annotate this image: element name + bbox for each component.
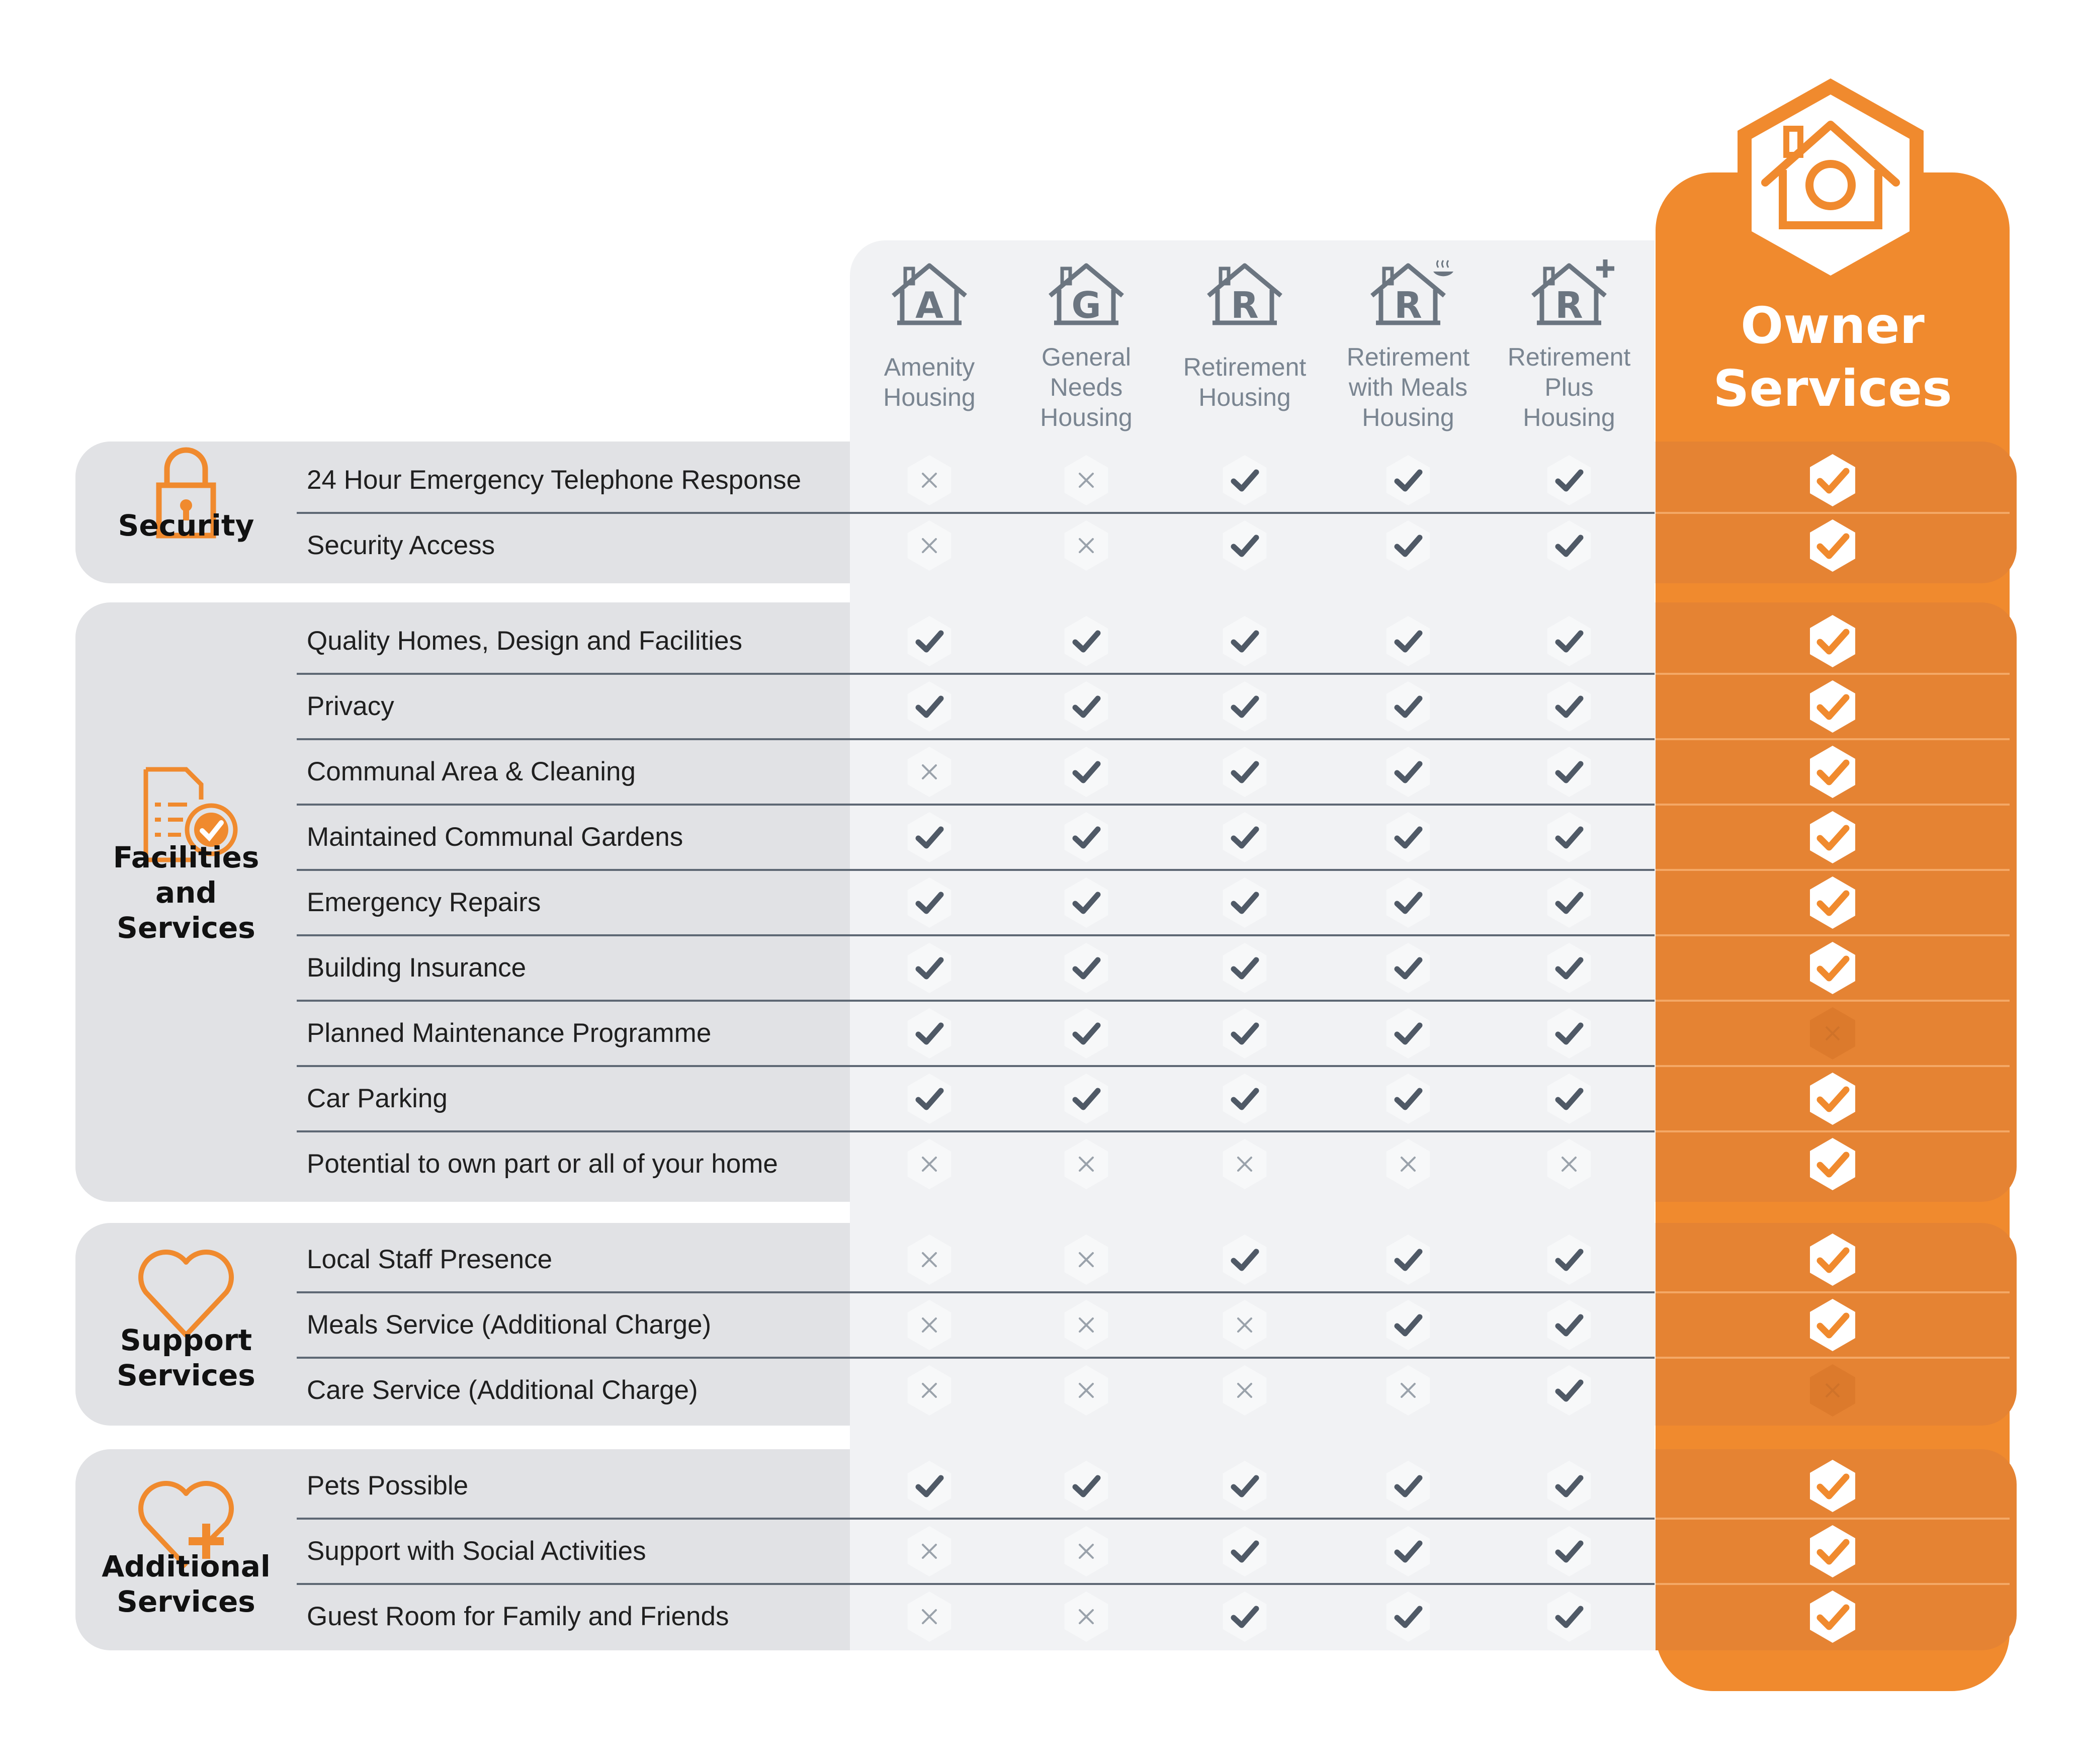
row-label: Emergency Repairs bbox=[307, 888, 541, 917]
check-icon bbox=[902, 1456, 957, 1516]
check-icon bbox=[1217, 1456, 1272, 1516]
check-icon bbox=[1380, 450, 1436, 510]
check-icon bbox=[1380, 1295, 1436, 1355]
check-icon bbox=[1541, 1360, 1597, 1421]
row-label: Meals Service (Additional Charge) bbox=[307, 1310, 712, 1340]
owner-title-line: Owner bbox=[1741, 296, 1925, 355]
cross-icon bbox=[1059, 515, 1114, 576]
owner-check-icon bbox=[1805, 1069, 1860, 1129]
owner-row-divider bbox=[1656, 738, 2010, 740]
check-icon bbox=[1217, 450, 1272, 510]
check-icon bbox=[902, 676, 957, 737]
owner-row-divider bbox=[1656, 1130, 2010, 1132]
cross-icon bbox=[902, 1229, 957, 1290]
check-icon bbox=[1380, 1229, 1436, 1290]
cross-icon bbox=[1217, 1134, 1272, 1194]
check-icon bbox=[1541, 1295, 1597, 1355]
check-icon bbox=[1059, 611, 1114, 671]
cross-icon bbox=[1217, 1295, 1272, 1355]
row-label: Pets Possible bbox=[307, 1471, 469, 1501]
check-icon bbox=[1380, 938, 1436, 998]
owner-check-icon bbox=[1805, 1134, 1860, 1194]
check-icon bbox=[1217, 872, 1272, 933]
row-label: Communal Area & Cleaning bbox=[307, 757, 636, 786]
cross-icon bbox=[902, 515, 957, 576]
owner-check-icon bbox=[1805, 515, 1860, 576]
row-label: Quality Homes, Design and Facilities bbox=[307, 626, 743, 656]
check-icon bbox=[1541, 1586, 1597, 1647]
check-icon bbox=[1217, 742, 1272, 802]
column-header-line: Retirement bbox=[1507, 343, 1631, 371]
check-icon bbox=[902, 1069, 957, 1129]
check-icon bbox=[1217, 1586, 1272, 1647]
owner-row-divider bbox=[1656, 673, 2010, 675]
svg-text:R: R bbox=[1555, 284, 1583, 326]
check-icon bbox=[1380, 676, 1436, 737]
column-header-line: Retirement bbox=[1346, 343, 1470, 371]
owner-row-divider bbox=[1656, 1000, 2010, 1002]
house-a-icon bbox=[884, 256, 975, 332]
owner-check-icon bbox=[1805, 1229, 1860, 1290]
check-icon bbox=[1059, 1069, 1114, 1129]
group-title: Services bbox=[117, 1358, 255, 1392]
owner-row-divider bbox=[1656, 1065, 2010, 1067]
owner-check-icon bbox=[1805, 807, 1860, 867]
svg-text:R: R bbox=[1394, 284, 1422, 326]
check-icon bbox=[1541, 676, 1597, 737]
owner-check-icon bbox=[1805, 938, 1860, 998]
check-icon bbox=[1541, 1069, 1597, 1129]
owner-check-icon bbox=[1805, 742, 1860, 802]
check-icon bbox=[1380, 1586, 1436, 1647]
check-icon bbox=[1217, 676, 1272, 737]
check-icon bbox=[1059, 938, 1114, 998]
owner-row-divider bbox=[1656, 1583, 2010, 1585]
owner-check-icon bbox=[1805, 1295, 1860, 1355]
cross-icon bbox=[1059, 1521, 1114, 1581]
check-icon bbox=[1217, 1229, 1272, 1290]
cross-icon bbox=[1059, 1295, 1114, 1355]
row-label: Local Staff Presence bbox=[307, 1245, 553, 1274]
check-icon bbox=[1217, 611, 1272, 671]
svg-text:R: R bbox=[1231, 284, 1259, 326]
cross-icon bbox=[902, 1360, 957, 1421]
group-title: Facilities bbox=[113, 840, 259, 874]
row-label: Support with Social Activities bbox=[307, 1536, 646, 1566]
svg-text:G: G bbox=[1071, 284, 1101, 326]
cross-icon bbox=[1059, 1229, 1114, 1290]
check-icon bbox=[1541, 450, 1597, 510]
row-label: Car Parking bbox=[307, 1084, 448, 1113]
house-g-icon bbox=[1041, 256, 1132, 332]
owner-check-icon bbox=[1805, 872, 1860, 933]
check-icon bbox=[1541, 515, 1597, 576]
check-icon bbox=[1380, 1069, 1436, 1129]
check-icon bbox=[1217, 1069, 1272, 1129]
row-divider bbox=[297, 1065, 1655, 1067]
check-icon bbox=[1380, 1521, 1436, 1581]
row-label: Maintained Communal Gardens bbox=[307, 822, 683, 852]
column-header-line: with Meals bbox=[1348, 373, 1468, 401]
column-header-line: Retirement bbox=[1183, 353, 1307, 381]
owner-row-divider bbox=[1656, 804, 2010, 806]
column-header-amenity bbox=[854, 352, 1005, 412]
cross-icon bbox=[902, 1521, 957, 1581]
owner-row-divider bbox=[1656, 512, 2010, 514]
check-icon bbox=[1380, 1456, 1436, 1516]
row-label: Planned Maintenance Programme bbox=[307, 1018, 712, 1048]
check-icon bbox=[1059, 676, 1114, 737]
check-icon bbox=[1217, 807, 1272, 867]
check-icon bbox=[1217, 515, 1272, 576]
check-icon bbox=[1541, 1003, 1597, 1064]
check-icon bbox=[1380, 515, 1436, 576]
check-icon bbox=[902, 611, 957, 671]
check-icon bbox=[1217, 938, 1272, 998]
cross-icon bbox=[902, 1295, 957, 1355]
column-header-line: Housing bbox=[1040, 403, 1133, 431]
cross-icon bbox=[902, 450, 957, 510]
row-label: 24 Hour Emergency Telephone Response bbox=[307, 465, 802, 495]
column-header-line: General bbox=[1042, 343, 1131, 371]
owner-check-icon bbox=[1805, 1521, 1860, 1581]
group-title: Security bbox=[118, 508, 254, 543]
check-icon bbox=[1059, 742, 1114, 802]
column-header-line: Housing bbox=[883, 383, 976, 411]
row-divider bbox=[297, 512, 1655, 514]
column-header-line: Housing bbox=[1362, 403, 1454, 431]
column-header-plus bbox=[1494, 342, 1644, 432]
column-header-general bbox=[1011, 342, 1162, 432]
check-icon bbox=[1059, 872, 1114, 933]
check-icon bbox=[1059, 1003, 1114, 1064]
owner-check-icon bbox=[1805, 450, 1860, 510]
cross-icon bbox=[1217, 1360, 1272, 1421]
group-title: Services bbox=[117, 911, 255, 945]
owner-title bbox=[1656, 294, 2010, 420]
owner-row-divider bbox=[1656, 934, 2010, 936]
row-divider bbox=[297, 673, 1655, 675]
owner-house-hexagon-icon bbox=[1730, 74, 1931, 296]
row-label: Building Insurance bbox=[307, 953, 527, 983]
house-r-meals-icon bbox=[1363, 256, 1453, 332]
owner-check-icon bbox=[1805, 1456, 1860, 1516]
owner-check-icon bbox=[1805, 1586, 1860, 1647]
owner-check-icon bbox=[1805, 611, 1860, 671]
owner-cross-icon bbox=[1805, 1003, 1860, 1064]
check-icon bbox=[1380, 742, 1436, 802]
check-icon bbox=[1541, 807, 1597, 867]
cross-icon bbox=[1380, 1134, 1436, 1194]
owner-cross-icon bbox=[1805, 1360, 1860, 1421]
column-header-line: Needs bbox=[1050, 373, 1123, 401]
check-icon bbox=[1059, 807, 1114, 867]
row-label: Privacy bbox=[307, 691, 394, 721]
cross-icon bbox=[1541, 1134, 1597, 1194]
column-header-line: Housing bbox=[1523, 403, 1615, 431]
row-label: Security Access bbox=[307, 531, 495, 560]
cross-icon bbox=[1059, 1586, 1114, 1647]
column-header-line: Housing bbox=[1198, 383, 1291, 411]
owner-row-divider bbox=[1656, 1518, 2010, 1520]
check-icon bbox=[1541, 872, 1597, 933]
owner-row-divider bbox=[1656, 869, 2010, 871]
owner-check-icon bbox=[1805, 676, 1860, 737]
row-label: Potential to own part or all of your home bbox=[307, 1149, 778, 1179]
check-icon bbox=[1217, 1521, 1272, 1581]
check-icon bbox=[902, 1003, 957, 1064]
check-icon bbox=[1541, 1521, 1597, 1581]
column-header-meals bbox=[1333, 342, 1484, 432]
check-icon bbox=[1541, 938, 1597, 998]
check-icon bbox=[1059, 1456, 1114, 1516]
cross-icon bbox=[902, 1134, 957, 1194]
check-icon bbox=[902, 938, 957, 998]
check-icon bbox=[1541, 611, 1597, 671]
cross-icon bbox=[902, 742, 957, 802]
check-icon bbox=[1541, 1229, 1597, 1290]
owner-row-divider bbox=[1656, 1291, 2010, 1293]
column-header-line: Amenity bbox=[884, 353, 975, 381]
row-label: Guest Room for Family and Friends bbox=[307, 1602, 729, 1631]
column-header-retirement bbox=[1169, 352, 1320, 412]
cross-icon bbox=[1380, 1360, 1436, 1421]
row-label: Care Service (Additional Charge) bbox=[307, 1375, 698, 1405]
group-title: Services bbox=[117, 1584, 255, 1619]
check-icon bbox=[902, 807, 957, 867]
cross-icon bbox=[1059, 1360, 1114, 1421]
check-icon bbox=[1217, 1003, 1272, 1064]
cross-icon bbox=[1059, 1134, 1114, 1194]
check-icon bbox=[1380, 1003, 1436, 1064]
check-icon bbox=[1541, 1456, 1597, 1516]
check-icon bbox=[1380, 807, 1436, 867]
check-icon bbox=[902, 872, 957, 933]
group-title: and bbox=[155, 875, 217, 910]
column-header-line: Plus bbox=[1544, 373, 1594, 401]
check-icon bbox=[1380, 872, 1436, 933]
check-icon bbox=[1541, 742, 1597, 802]
cross-icon bbox=[902, 1586, 957, 1647]
group-title: Support bbox=[120, 1323, 252, 1357]
owner-row-divider bbox=[1656, 1357, 2010, 1359]
cross-icon bbox=[1059, 450, 1114, 510]
check-icon bbox=[1380, 611, 1436, 671]
owner-title-line: Services bbox=[1713, 359, 1952, 418]
svg-text:A: A bbox=[915, 284, 943, 326]
house-r-icon bbox=[1199, 256, 1290, 332]
group-title: Additional bbox=[102, 1549, 271, 1583]
house-r-plus-icon bbox=[1524, 256, 1614, 332]
